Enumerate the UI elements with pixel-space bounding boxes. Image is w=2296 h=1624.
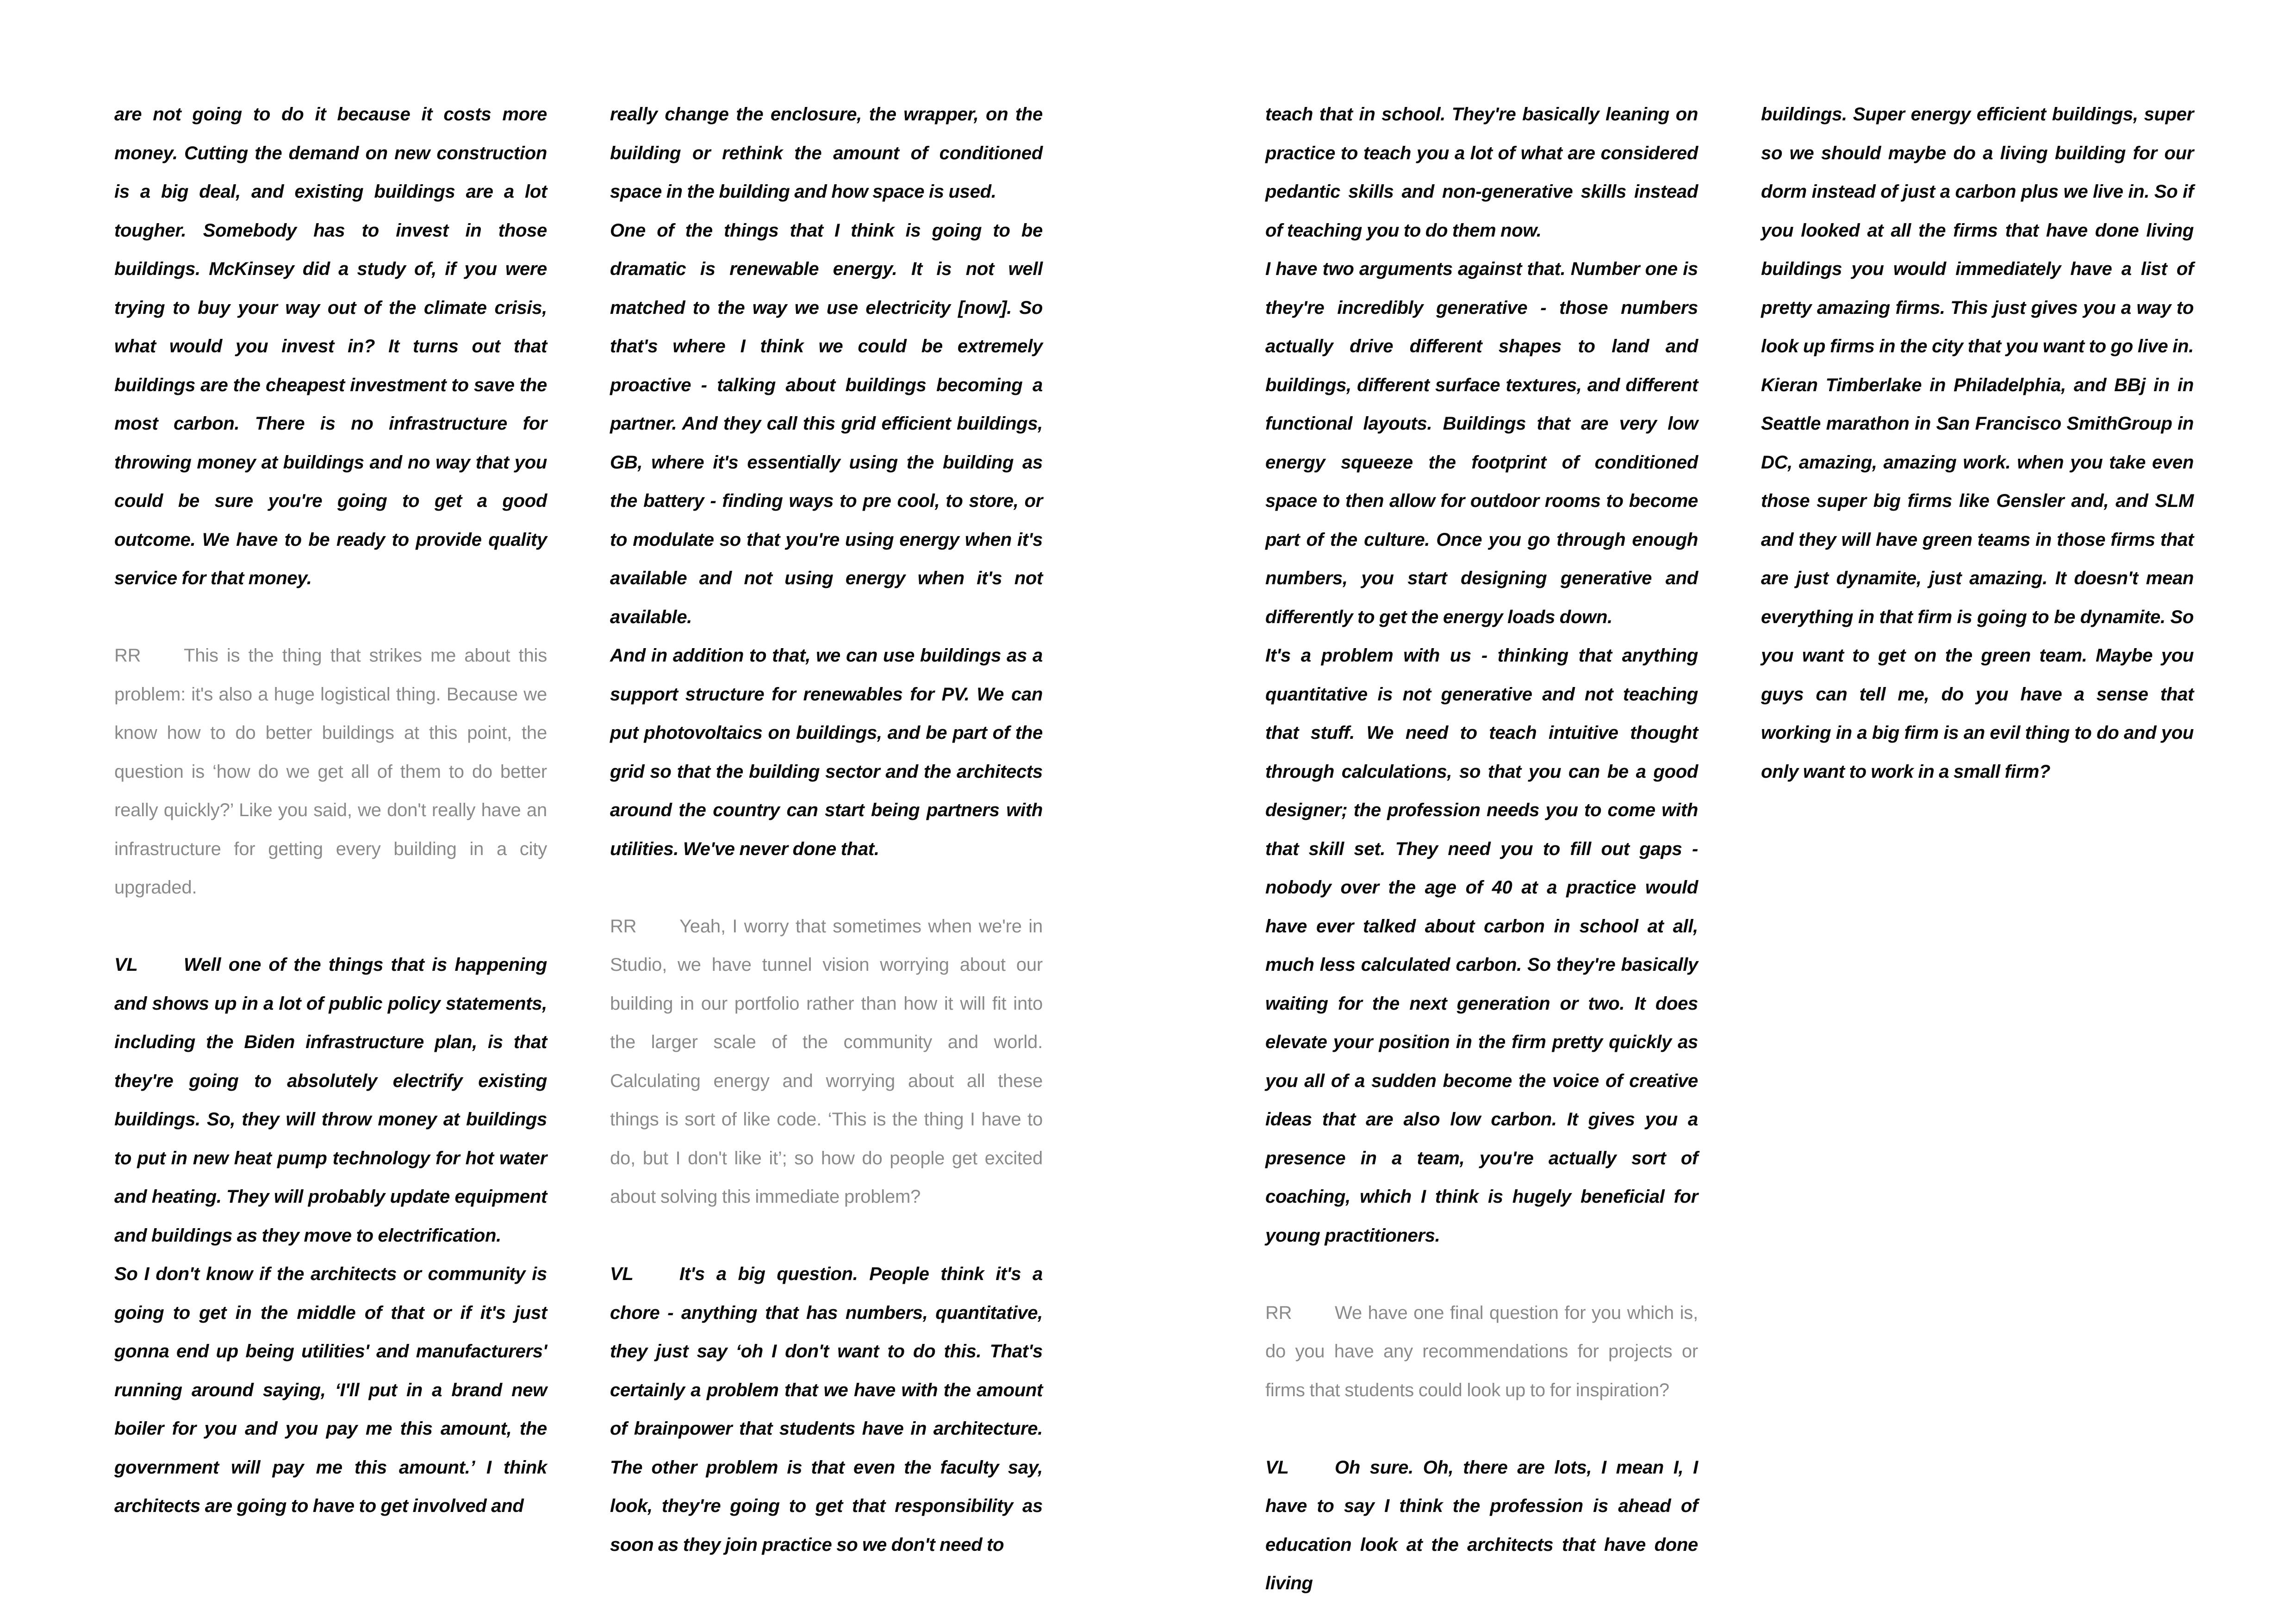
answer-paragraph [610,1255,1043,1564]
paragraph-text: really change the enclosure, the wrapper, on the building or rethink the amount of conditioned space in the building and how space is used. [610,104,1043,202]
answer-paragraph [1265,1449,1698,1603]
text-column-1 [114,95,547,1526]
paragraph-text: So I don't know if the architects or community is going to get in the middle of that or if it's just gonna end up being utilities' and manufacturers' running around saying, ‘I'll put in a brand new boiler for you and you pay me this amount, the government will pay me this amount.’ I think architects are going to have to get involved and [114,1264,547,1516]
text-column-3 [1265,95,1698,1603]
answer-paragraph [114,1255,547,1526]
paragraph-text: I have two arguments against that. Number one is they're incredibly generative - those numbers actually drive different shapes to land and buildings, different surface textures, and different functional layouts. Buildings that are very low energy squeeze the footprint of conditioned space to then allow for outdoor rooms to become part of the culture. Once you go through enough numbers, you start designing generative and differently to get the energy loads down. [1265,259,1698,627]
answer-paragraph [610,212,1043,637]
paragraph-text: We have one final question for you which is, do you have any recommendations for projects or firms that students could look up to for inspiration? [1265,1302,1698,1400]
answer-paragraph [610,637,1043,868]
answer-paragraph [114,946,547,1255]
answer-paragraph [114,95,547,598]
answer-paragraph [1761,95,2194,791]
answer-paragraph [1265,250,1698,637]
speaker-label: VL [1265,1457,1289,1478]
paragraph-text: And in addition to that, we can use buildings as a support structure for renewables for PV. We can put photovoltaics on buildings, and be part of the grid so that the building sector and the architects around the country can start being partners with utilities. We've never done that. [610,645,1043,859]
paragraph-text: Well one of the things that is happening and shows up in a lot of public policy statements, including the Biden infrastructure plan, is that they're going to absolutely electrify existing buildings. So, they will throw money at buildings to put in new heat pump technology for hot water and heating. They will probably update equipment and buildings as they move to electrification. [114,955,547,1246]
paragraph-text: It's a big question. People think it's a chore - anything that has numbers, quantitative, they just say ‘oh I don't want to do this. That's certainly a problem that we have with the amount of brainpower that students have in architecture. The other problem is that even the faculty say, look, they're going to get that responsibility as soon as they join practice so we don't need to [610,1264,1043,1555]
text-column-2 [610,95,1043,1564]
paragraph-text: Oh sure. Oh, there are lots, I mean I, I have to say I think the profession is ahead of education look at the architects that have done living [1265,1457,1698,1593]
paragraph-text: are not going to do it because it costs more money. Cutting the demand on new construction is a big deal, and existing buildings are a lot tougher. Somebody has to invest in those buildings. McKinsey did a study of, if you were trying to buy your way out of the climate crisis, what would you invest in? It turns out that buildings are the cheapest investment to save the most carbon. There is no infrastructure for throwing money at buildings and no way that you could be sure you're going to get a good outcome. We have to be ready to provide quality service for that money. [114,104,547,588]
question-paragraph [610,907,1043,1217]
speaker-label: RR [1265,1302,1292,1323]
paragraph-text: This is the thing that strikes me about this problem: it's also a huge logistical thing. Because we know how to do better buildings at this point, the question is ‘how do we get all of them to do better really quickly?’ Like you said, we don't really have an infrastructure for getting every building in a city upgraded. [114,645,547,898]
answer-paragraph [1265,95,1698,250]
paragraph-text: teach that in school. They're basically leaning on practice to teach you a lot of what are considered pedantic skills and non-generative skills instead of teaching you to do them now. [1265,104,1698,241]
speaker-label: RR [114,645,141,666]
question-paragraph [114,637,547,907]
answer-paragraph [610,95,1043,212]
answer-paragraph [1265,637,1698,1255]
paragraph-text: It's a problem with us - thinking that anything quantitative is not generative and not teaching that stuff. We need to teach intuitive thought through calculations, so that you can be a good designer; the profession needs you to come with that skill set. They need you to fill out gaps - nobody over the age of 40 at a practice would have ever talked about carbon in school at all, much less calculated carbon. So they're basically waiting for the next generation or two. It does elevate your position in the firm pretty quickly as you all of a sudden become the voice of creative ideas that are also low carbon. It gives you a presence in a team, you're actually sort of coaching, which I think is hugely beneficial for young practitioners. [1265,645,1698,1246]
speaker-label: VL [114,955,138,975]
text-column-4 [1761,95,2194,791]
speaker-label: VL [610,1264,634,1284]
paragraph-text: buildings. Super energy efficient buildings, super so we should maybe do a living building for our dorm instead of just a carbon plus we live in. So if you looked at all the firms that have done living buildings you would immediately have a list of pretty amazing firms. This just gives you a way to look up firms in the city that you want to go live in. Kieran Timberlake in Philadelphia, and BBj in in Seattle marathon in San Francisco SmithGroup in DC, amazing, amazing work. when you take even those super big firms like Gensler and, and SLM and they will have green teams in those firms that are just dynamite, just amazing. It doesn't mean everything in that firm is going to be dynamite. So you want to get on the green team. Maybe you guys can tell me, do you have a sense that working in a big firm is an evil thing to do and you only want to work in a small firm? [1761,104,2194,782]
question-paragraph [1265,1294,1698,1410]
speaker-label: RR [610,916,637,937]
paragraph-text: One of the things that I think is going to be dramatic is renewable energy. It is not well matched to the way we use electricity [now]. So that's where I think we could be extremely proactive - talking about buildings becoming a partner. And they call this grid efficient buildings, GB, where it's essentially using the building as the battery - finding ways to pre cool, to store, or to modulate so that you're using energy when it's available and not using energy when it's not available. [610,220,1043,627]
paragraph-text: Yeah, I worry that sometimes when we're in Studio, we have tunnel vision worrying about our building in our portfolio rather than how it will fit into the larger scale of the community and world. Calculating energy and worrying about all these things is sort of like code. ‘This is the thing I have to do, but I don't like it’; so how do people get excited about solving this immediate problem? [610,916,1043,1207]
